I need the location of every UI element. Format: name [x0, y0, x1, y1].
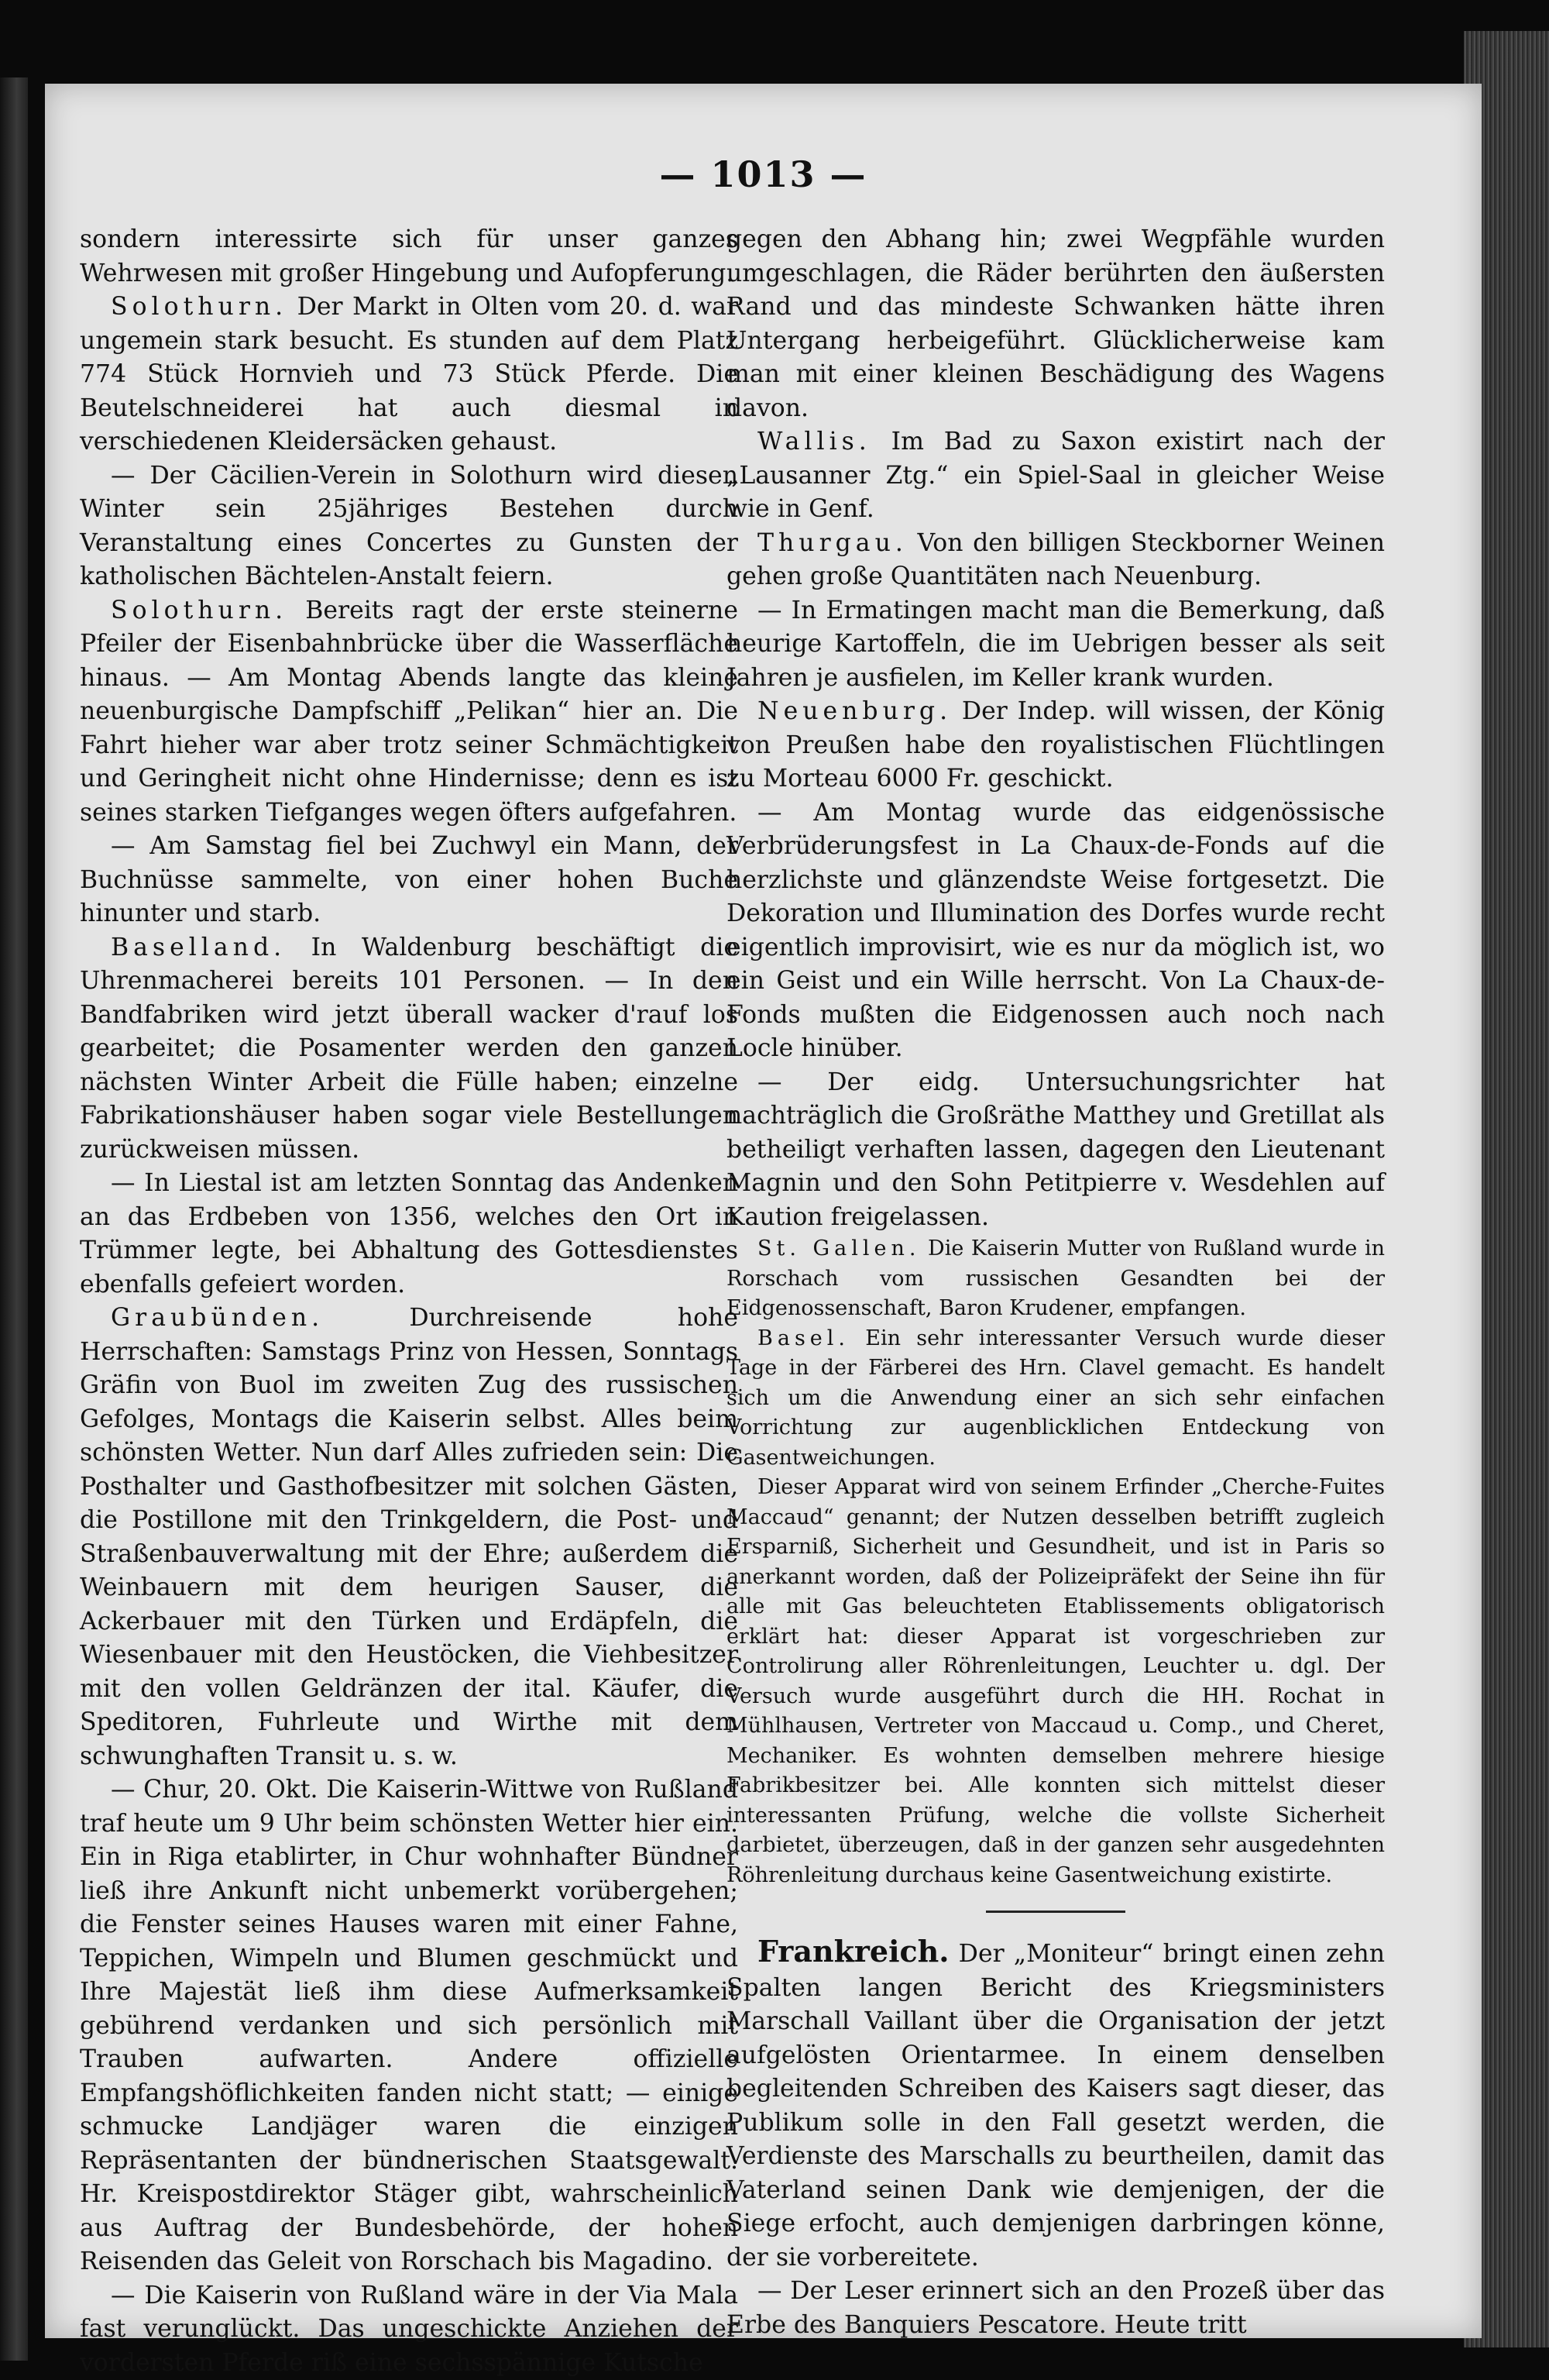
section-divider [986, 1911, 1125, 1913]
article-paragraph [726, 527, 1385, 594]
article-paragraph [80, 2279, 738, 2380]
newspaper-page [45, 84, 1482, 2338]
paragraph-text: Der Markt in Olten vom 20. d. war ungemein stark besucht. Es stunden auf dem Platz 774 Stück Hornvieh und 73 Stück Pferde. Die Beutelschneiderei hat auch diesmal in verschiedenen Kleidersäcken gehaust. [80, 293, 738, 456]
article-paragraph [726, 2275, 1385, 2342]
article-paragraph [726, 1066, 1385, 1235]
article-paragraph [80, 830, 738, 931]
place-name: Baselland. [111, 934, 286, 961]
paragraph-text: — Chur, 20. Okt. Die Kaiserin-Wittwe von Rußland traf heute um 9 Uhr beim schönsten Wetter hier ein. Ein in Riga etablirter, in Chur wohnhafter Bündner ließ ihre Ankunft nicht unbemerkt vorübergehen; die Fenster seines Hauses waren mit einer Fahne, Teppichen, Wimpeln und Blumen geschmückt und Ihre Majestät ließ ihm diese Aufmerksamkeit gebührend verdanken und sich persönlich mit Trauben aufwarten. Andere offizielle Empfangshöflichkeiten fanden nicht statt; — einige schmucke Landjäger waren die einzigen Repräsentanten der bündnerischen Staatsgewalt. Hr. Kreispostdirektor Stäger gibt, wahrscheinlich aus Auftrag der Bundesbehörde, der hohen Reisenden das Geleit von Rorschach bis Magadino. [80, 1776, 738, 2275]
place-name: Graubünden. [111, 1304, 324, 1332]
paragraph-text: Dieser Apparat wird von seinem Erfinder „Cherche-Fuites Maccaud“ genannt; der Nutzen desselben betrifft zugleich Ersparniß, Sicherheit und Gesundheit, und ist in Paris so anerkannt worden, daß der Polizeipräfekt der Seine ihn für alle mit Gas beleuchteten Etablissements obligatorisch erklärt hat: dieser Apparat ist vorgeschrieben zur Controlirung aller Röhrenleitungen, Leuchter u. dgl. Der Versuch wurde ausgeführt durch die HH. Rochat in Mühlhausen, Vertreter von Maccaud u. Comp., und Cheret, Mechaniker. Es wohnten demselben mehrere hiesige Fabrikbesitzer bei. Alle konnten sich mittelst dieser interessanten Prüfung, welche die vollste Sicherheit darbietet, überzeugen, daß in der ganzen sehr ausgedehnten Röhrenleitung durchaus keine Gasentweichung existirte. [726, 1475, 1385, 1887]
paragraph-text: Der „Moniteur“ bringt einen zehn Spalten langen Bericht des Kriegsministers Marschall Vaillant über die Organisation der jetzt aufgelösten Orientarmee. In einem denselben begleitenden Schreiben des Kaisers sagt dieser, das Publikum solle in den Fall gesetzt werden, die Verdienste des Marschalls zu beurtheilen, damit das Vaterland seinen Dank wie demjenigen, der die Siege erfocht, auch demjenigen darbringen könne, der sie vorbereitete. [726, 1940, 1385, 2272]
paragraph-text: sondern interessirte sich für unser ganzes Wehrwesen mit großer Hingebung und Aufopferung. [80, 225, 738, 287]
article-paragraph [726, 1473, 1385, 1890]
article-paragraph [726, 223, 1385, 425]
paragraph-text: Ein sehr interessanter Versuch wurde dieser Tage in der Färberei des Hrn. Clavel gemacht. Es handelt sich um die Anwendung einer an sich sehr einfachen Vorrichtung zur augenblicklichen Entdeckung von Gasentweichungen. [726, 1326, 1385, 1470]
article-paragraph [726, 425, 1385, 527]
paragraph-text: gegen den Abhang hin; zwei Wegpfähle wurden umgeschlagen, die Räder berührten den äußersten Rand und das mindeste Schwanken hätte ihren Untergang herbeigeführt. Glücklicherweise kam man mit einer kleinen Beschädigung des Wagens davon. [726, 225, 1385, 422]
place-name: Basel. [757, 1326, 850, 1350]
paragraph-text: — Der Leser erinnert sich an den Prozeß über das Erbe des Banquiers Pescatore. Heute tritt [726, 2277, 1385, 2339]
paragraph-text: Bereits ragt der erste steinerne Pfeiler der Eisenbahnbrücke über die Wasserfläche hinaus. — Am Montag Abends langte das kleine neuenburgische Dampfschiff „Pelikan“ hier an. Die Fahrt hieher war aber trotz seiner Schmächtigkeit und Geringheit nicht ohne Hindernisse; denn es ist seines starken Tiefganges wegen öfters aufgefahren. [80, 597, 738, 827]
section-heading: Frankreich. [757, 1934, 950, 1969]
paragraph-text: — In Liestal ist am letzten Sonntag das Andenken an das Erdbeben von 1356, welches den Ort in Trümmer legte, bei Abhaltung des Gottesdienstes ebenfalls gefeiert worden. [80, 1169, 738, 1298]
book-left-edge [0, 77, 28, 2361]
left-column [80, 223, 738, 2380]
paragraph-text: — Der Cäcilien-Verein in Solothurn wird diesen Winter sein 25jähriges Bestehen durch Veranstaltung eines Concertes zu Gunsten der katholischen Bächtelen-Anstalt feiern. [80, 462, 738, 591]
place-name: Neuenburg. [757, 697, 952, 725]
article-paragraph [726, 1324, 1385, 1474]
article-paragraph [80, 1302, 738, 1773]
article-paragraph [80, 459, 738, 594]
article-paragraph [80, 223, 738, 291]
paragraph-text: Von den billigen Steckborner Weinen gehen große Quantitäten nach Neuenburg. [726, 529, 1385, 591]
article-paragraph [726, 1234, 1385, 1324]
paragraph-text: — In Ermatingen macht man die Bemerkung, daß heurige Kartoffeln, die im Uebrigen besser als seit Jahren je ausfielen, im Keller krank wurden. [726, 597, 1385, 692]
article-paragraph [726, 695, 1385, 796]
article-paragraph [80, 1167, 738, 1302]
paragraph-text: — Am Samstag fiel bei Zuchwyl ein Mann, der Buchnüsse sammelte, von einer hohen Buche hinunter und starb. [80, 832, 738, 927]
article-paragraph [80, 931, 738, 1168]
paragraph-text: Im Bad zu Saxon existirt nach der „Lausanner Ztg.“ ein Spiel-Saal in gleicher Weise wie in Genf. [726, 428, 1385, 523]
paragraph-text: Der Indep. will wissen, der König von Preußen habe den royalistischen Flüchtlingen zu Morteau 6000 Fr. geschickt. [726, 697, 1385, 793]
article-paragraph [726, 1935, 1385, 2275]
paragraph-text: Die Kaiserin Mutter von Rußland wurde in Rorschach vom russischen Gesandten bei der Eidgenossenschaft, Baron Krudener, empfangen. [726, 1236, 1385, 1320]
place-name: Thurgau. [757, 529, 908, 557]
paragraph-text: — Die Kaiserin von Rußland wäre in der Via Mala fast verunglückt. Das ungeschickte Anziehen der vordersten Pferde riß eine sechsspännige Kutsche [80, 2282, 738, 2377]
paragraph-text: In Waldenburg beschäftigt die Uhrenmacherei bereits 101 Personen. — In den Bandfabriken wird jetzt überall wacker d'rauf los gearbeitet; die Posamenter werden den ganzen nächsten Winter Arbeit die Fülle haben; einzelne Fabrikationshäuser haben sogar viele Bestellungen zurückweisen müssen. [80, 934, 738, 1164]
right-column [726, 223, 1385, 2342]
article-paragraph [726, 594, 1385, 696]
place-name: Solothurn. [111, 293, 287, 321]
place-name: St. Gallen. [757, 1236, 920, 1261]
article-paragraph [80, 291, 738, 459]
article-paragraph [80, 1773, 738, 2279]
article-paragraph [80, 594, 738, 831]
paragraph-text: Durchreisende hohe Herrschaften: Samstags Prinz von Hessen, Sonntags Gräfin von Buol im zweiten Zug des russischen Gefolges, Montags die Kaiserin selbst. Alles beim schönsten Wetter. Nun darf Alles zufrieden sein: Die Posthalter und Gasthofbesitzer mit solchen Gästen, die Postillone mit den Trinkgeldern, die Post- und Straßenbauverwaltung mit der Ehre; außerdem die Weinbauern mit dem heurigen Sauser, die Ackerbauer mit den Türken und Erdäpfeln, die Wiesenbauer mit den Heustöcken, die Viehbesitzer mit den vollen Geldränzen der ital. Käufer, die Speditoren, Fuhrleute und Wirthe mit dem schwunghaften Transit u. s. w. [80, 1304, 738, 1770]
article-paragraph [726, 796, 1385, 1066]
place-name: Wallis. [757, 428, 871, 456]
paragraph-text: — Am Montag wurde das eidgenössische Verbrüderungsfest in La Chaux-de-Fonds auf die herzlichste und glänzendste Weise fortgesetzt. Die Dekoration und Illumination des Dorfes wurde recht eigentlich improvisirt, wie es nur da möglich ist, wo ein Geist und ein Wille herrscht. Von La Chaux-de-Fonds mußten die Eidgenossen auch noch nach Locle hinüber. [726, 799, 1385, 1063]
paragraph-text: — Der eidg. Untersuchungsrichter hat nachträglich die Großräthe Matthey und Gretillat als betheiligt verhaften lassen, dagegen den Lieutenant Magnin und den Sohn Petitpierre v. Wesdehlen auf Kaution freigelassen. [726, 1068, 1385, 1231]
place-name: Solothurn. [111, 597, 287, 624]
page-number: — 1013 — [45, 153, 1482, 195]
